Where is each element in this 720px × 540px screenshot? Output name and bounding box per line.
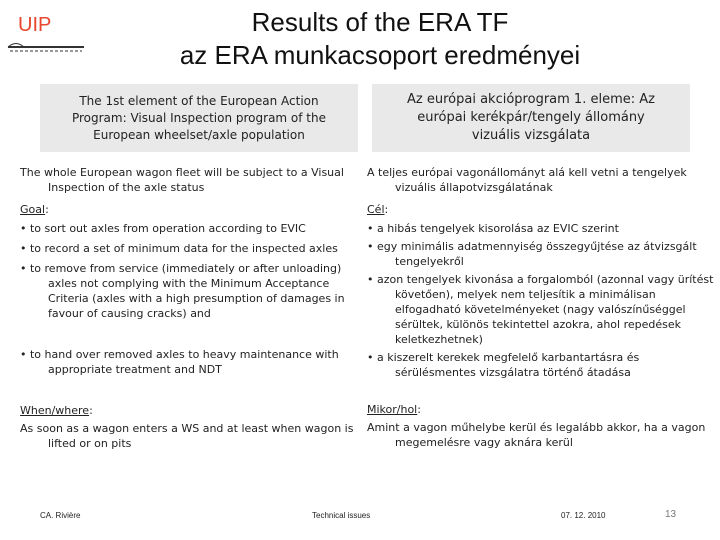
- goal-label: Goal: [20, 203, 46, 216]
- footer-author: CA. Rivière: [40, 511, 81, 520]
- footer-topic: Technical issues: [312, 511, 371, 520]
- intro-text: The whole European wagon fleet will be subject to a Visual Inspection of the axle status: [20, 166, 344, 194]
- when-heading: [367, 402, 717, 417]
- goal-heading: [20, 202, 360, 217]
- bullet-item: • to sort out axles from operation according to EVIC: [20, 222, 306, 235]
- goal-colon: :: [384, 203, 389, 216]
- goal-colon: :: [45, 203, 49, 216]
- hungarian-column: [367, 165, 717, 450]
- page-title: [100, 6, 660, 72]
- when-colon: :: [89, 404, 93, 417]
- heading-en-line-3: European wheelset/axle population: [93, 127, 305, 142]
- intro-text: A teljes európai vagonállományt alá kell vetni a tengelyek vizuális állapotvizsgálatának: [367, 166, 687, 194]
- heading-en-line-1: The 1st element of the European Action: [79, 93, 319, 108]
- heading-hu-line-3: vizuális vizsgálata: [471, 128, 591, 143]
- bullet-item: • a hibás tengelyek kisorolása az EVIC szerint: [367, 222, 619, 235]
- heading-box-hungarian: [372, 84, 690, 152]
- goal-label: Cél: [367, 203, 385, 216]
- heading-hu-line-1: Az európai akcióprogram 1. eleme: Az: [407, 92, 655, 107]
- when-text: As soon as a wagon enters a WS and at least when wagon is lifted or on pits: [20, 422, 354, 450]
- when-label: When/where: [20, 404, 90, 417]
- when-text: Amint a vagon műhelybe kerül és legalább akkor, ha a vagon megemelésre vagy aknára kerül: [367, 421, 706, 449]
- footer-date: 07. 12. 2010: [561, 511, 606, 520]
- english-column: [20, 165, 360, 451]
- bullet-item: • a kiszerelt kerekek megfelelő karbantartásra és sérülésmentes vizsgálatra történő átadása: [367, 351, 640, 379]
- bullet-item: • to remove from service (immediately or after unloading) axles not complying with the Minimum Acceptance Criteria (axles with a high presumption of damages in favour of causing cracks) and: [20, 262, 345, 320]
- goal-heading: [367, 202, 717, 217]
- bullet-item: • to record a set of minimum data for the inspected axles: [20, 242, 338, 255]
- title-line-1: Results of the ERA TF: [251, 7, 509, 37]
- logo-text: UIP: [18, 14, 52, 36]
- heading-en-line-2: Program: Visual Inspection program of the: [71, 110, 327, 125]
- heading-hu-line-2: európai kerékpár/tengely állomány: [417, 110, 645, 125]
- page-number: 13: [665, 509, 677, 520]
- when-heading: [20, 403, 360, 418]
- when-label: Mikor/hol: [367, 403, 418, 416]
- bullet-item: • azon tengelyek kivonása a forgalomból (azonnal vagy ürítést követően), melyek nem teljesítik a minimálisan elfogadható követelményeket (nagy valószínűséggel sérültek, különös tekintettel azokra, ahol repedések keletkezhetnek): [367, 273, 714, 346]
- heading-box-english: [40, 84, 358, 152]
- bullet-item: • egy minimális adatmennyiség összegyűjtése az átvizsgált tengelyekről: [367, 240, 697, 268]
- title-line-2: az ERA munkacsoport eredményei: [179, 40, 581, 70]
- when-colon: :: [417, 403, 421, 416]
- bullet-item: • to hand over removed axles to heavy maintenance with appropriate treatment and NDT: [20, 348, 339, 376]
